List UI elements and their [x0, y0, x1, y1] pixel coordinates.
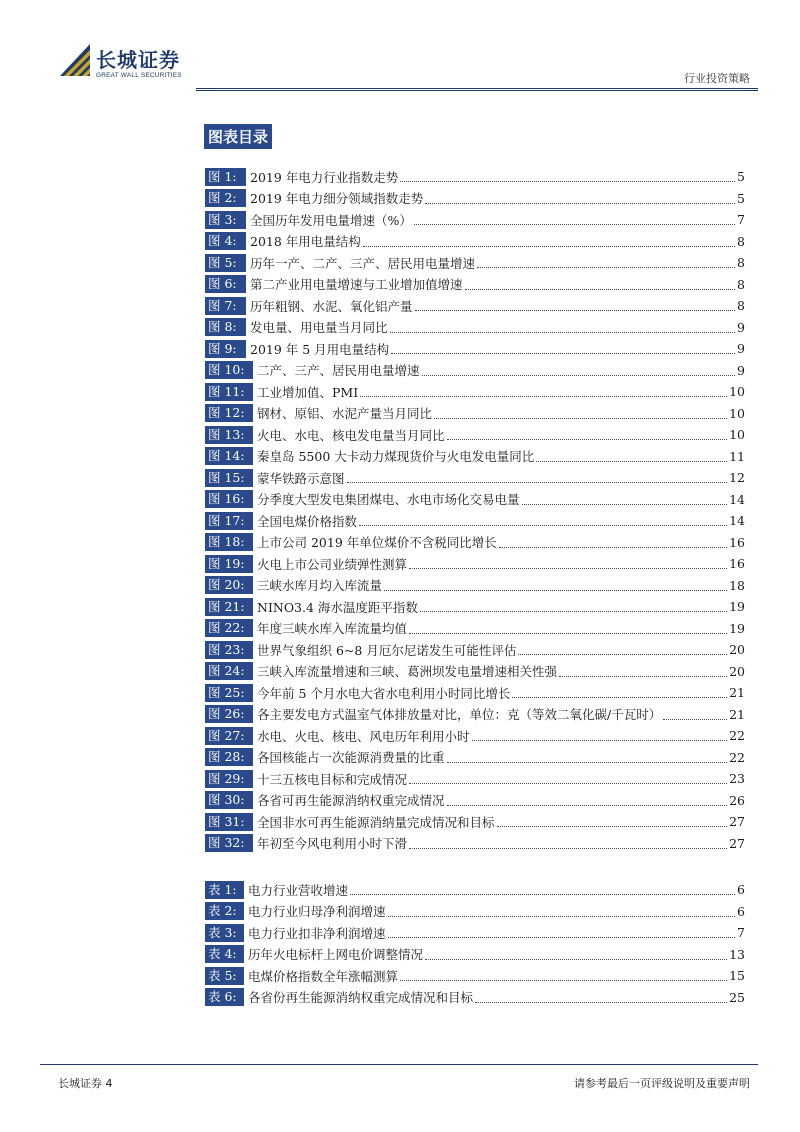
figure-title: 历年一产、二产、三产、居民用电量增速 [246, 254, 475, 272]
figure-entry[interactable] [205, 682, 745, 704]
dot-leader [477, 257, 735, 268]
figure-page-number: 27 [729, 814, 745, 830]
figure-entry[interactable] [205, 166, 745, 188]
figure-entry[interactable] [205, 532, 745, 554]
figure-number-tag: 图 13: [205, 426, 253, 444]
figure-entry[interactable] [205, 446, 745, 468]
dot-leader [518, 644, 727, 655]
figure-entry[interactable] [205, 381, 745, 403]
figure-number-tag: 图 16: [205, 490, 253, 508]
figure-entry[interactable] [205, 811, 745, 833]
figure-title: 年度三峡水库入库流量均值 [253, 619, 407, 637]
table-page-number: 25 [729, 989, 745, 1005]
figure-page-number: 10 [729, 384, 745, 400]
figure-page-number: 19 [729, 620, 745, 636]
figure-number-tag: 图 24: [205, 662, 253, 680]
dot-leader [415, 300, 736, 311]
dot-leader [425, 193, 735, 204]
figure-title: 各主要发电方式温室气体排放量对比，单位：克（等效二氧化碳/千瓦时） [253, 705, 661, 723]
figure-entry[interactable] [205, 768, 745, 790]
dot-leader [388, 906, 736, 917]
figure-number-tag: 图 25: [205, 684, 253, 702]
figure-page-number: 18 [729, 577, 745, 593]
figure-number-tag: 图 18: [205, 533, 253, 551]
figure-page-number: 8 [737, 233, 745, 249]
figure-list [205, 166, 745, 854]
figure-page-number: 9 [737, 319, 745, 335]
dot-leader [422, 365, 736, 376]
figure-page-number: 8 [737, 298, 745, 314]
table-title: 历年火电标杆上网电价调整情况 [244, 945, 423, 963]
dot-leader [475, 992, 727, 1003]
figure-title: 二产、三产、居民用电量增速 [253, 361, 420, 379]
figure-number-tag: 图 32: [205, 834, 253, 852]
figure-number-tag: 图 5: [205, 254, 246, 272]
table-entry[interactable] [205, 922, 745, 944]
company-logo [58, 42, 188, 86]
figure-number-tag: 图 22: [205, 619, 253, 637]
figure-number-tag: 图 7: [205, 297, 246, 315]
dot-leader [447, 429, 728, 440]
figure-page-number: 10 [729, 405, 745, 421]
dot-leader [347, 472, 728, 483]
figure-page-number: 22 [729, 728, 745, 744]
figure-entry[interactable] [205, 639, 745, 661]
figure-page-number: 16 [729, 534, 745, 550]
dot-leader [465, 279, 736, 290]
figure-number-tag: 图 23: [205, 641, 253, 659]
figure-entry[interactable] [205, 252, 745, 274]
table-page-number: 6 [737, 903, 745, 919]
figure-title: 2018 年用电量结构 [246, 232, 361, 250]
figure-number-tag: 图 20: [205, 576, 253, 594]
figure-number-tag: 图 11: [205, 383, 253, 401]
figure-page-number: 21 [729, 706, 745, 722]
figure-title: 分季度大型发电集团煤电、水电市场化交易电量 [253, 490, 520, 508]
dot-leader [350, 884, 735, 895]
dot-leader [400, 970, 727, 981]
dot-leader [447, 795, 728, 806]
dot-leader [425, 949, 727, 960]
figure-entry[interactable] [205, 489, 745, 511]
table-entry[interactable] [205, 879, 745, 901]
figure-entry[interactable] [205, 424, 745, 446]
figure-page-number: 26 [729, 792, 745, 808]
figure-number-tag: 图 12: [205, 404, 253, 422]
table-number-tag: 表 6: [205, 988, 244, 1006]
table-entry[interactable] [205, 965, 745, 987]
figure-title: 火电、水电、核电发电量当月同比 [253, 426, 445, 444]
figure-title: 2019 年 5 月用电量结构 [246, 340, 389, 358]
figure-number-tag: 图 19: [205, 555, 253, 573]
figure-title: 上市公司 2019 年单位煤价不含税同比增长 [253, 533, 497, 551]
table-title: 各省份再生能源消纳权重完成情况和目标 [244, 988, 473, 1006]
dot-leader [391, 343, 735, 354]
logo-english-name: GREAT WALL SECURITIES [96, 72, 182, 79]
figure-page-number: 16 [729, 556, 745, 572]
table-list [205, 879, 745, 1008]
figure-page-number: 5 [737, 169, 745, 185]
document-type: 行业投资策略 [684, 72, 750, 85]
figure-number-tag: 图 31: [205, 813, 253, 831]
figure-title: 第二产业用电量增速与工业增加值增速 [246, 275, 463, 293]
figure-page-number: 8 [737, 276, 745, 292]
figure-number-tag: 图 9: [205, 340, 246, 358]
figure-title: NINO3.4 海水温度距平指数 [253, 598, 418, 616]
footer-page-label: 长城证券 4 [58, 1077, 113, 1090]
figure-entry[interactable] [205, 553, 745, 575]
logo-chinese-name: 长城证券 [96, 48, 180, 72]
figure-entry[interactable] [205, 833, 745, 855]
dot-leader [409, 558, 727, 569]
figure-title: 十三五核电目标和完成情况 [253, 770, 407, 788]
figure-page-number: 9 [737, 341, 745, 357]
header-rule-secondary [196, 90, 758, 91]
figure-entry[interactable] [205, 403, 745, 425]
figure-title: 工业增加值、PMI [253, 383, 358, 401]
figure-page-number: 9 [737, 362, 745, 378]
figure-title: 世界气象组织 6~8 月厄尔尼诺发生可能性评估 [253, 641, 516, 659]
figure-number-tag: 图 21: [205, 598, 253, 616]
figure-page-number: 23 [729, 771, 745, 787]
figure-page-number: 27 [729, 835, 745, 851]
footer-disclaimer: 请参考最后一页评级说明及重要声明 [574, 1077, 750, 1090]
dot-leader [472, 730, 728, 741]
figure-entry[interactable] [205, 295, 745, 317]
figure-number-tag: 图 2: [205, 189, 246, 207]
figure-number-tag: 图 3: [205, 211, 246, 229]
figure-title: 全国历年发用电量增速（%） [246, 211, 412, 229]
dot-leader [388, 927, 736, 938]
figure-title: 全国电煤价格指数 [253, 512, 357, 530]
figure-number-tag: 图 28: [205, 748, 253, 766]
header-rule [196, 88, 758, 89]
figure-entry[interactable] [205, 575, 745, 597]
figure-page-number: 5 [737, 190, 745, 206]
figure-title: 2019 年电力细分领域指数走势 [246, 189, 423, 207]
table-number-tag: 表 5: [205, 967, 244, 985]
dot-leader [497, 816, 728, 827]
figure-title: 水电、火电、核电、风电历年利用小时 [253, 727, 470, 745]
table-title: 电力行业营收增速 [244, 881, 348, 899]
figure-entry[interactable] [205, 209, 745, 231]
table-page-number: 15 [729, 968, 745, 984]
figure-number-tag: 图 4: [205, 232, 246, 250]
dot-leader [409, 838, 727, 849]
table-page-number: 7 [737, 925, 745, 941]
figure-title: 历年粗钢、水泥、氧化铝产量 [246, 297, 413, 315]
figure-page-number: 10 [729, 427, 745, 443]
dot-leader [384, 580, 727, 591]
figure-title: 蒙华铁路示意图 [253, 469, 345, 487]
figure-entry[interactable] [205, 231, 745, 253]
figure-number-tag: 图 6: [205, 275, 246, 293]
dot-leader [499, 537, 727, 548]
table-number-tag: 表 2: [205, 902, 244, 920]
figure-title: 三峡入库流量增速和三峡、葛洲坝发电量增速相关性强 [253, 662, 557, 680]
figure-page-number: 12 [729, 470, 745, 486]
figure-title: 今年前 5 个月水电大省水电利用小时同比增长 [253, 684, 510, 702]
table-number-tag: 表 1: [205, 881, 244, 899]
figure-title: 三峡水库月均入库流量 [253, 576, 382, 594]
table-entry[interactable] [205, 987, 745, 1009]
figure-entry[interactable] [205, 510, 745, 532]
figure-page-number: 22 [729, 749, 745, 765]
figure-entry[interactable] [205, 188, 745, 210]
dot-leader [409, 773, 727, 784]
figure-title: 火电上市公司业绩弹性测算 [253, 555, 407, 573]
figure-number-tag: 图 10: [205, 361, 253, 379]
table-entry[interactable] [205, 944, 745, 966]
figure-page-number: 21 [729, 685, 745, 701]
figure-number-tag: 图 14: [205, 447, 253, 465]
figure-entry[interactable] [205, 725, 745, 747]
figure-title: 年初至今风电利用小时下滑 [253, 834, 407, 852]
figure-number-tag: 图 26: [205, 705, 253, 723]
figure-page-number: 20 [729, 663, 745, 679]
dot-leader [360, 386, 727, 397]
figure-entry[interactable] [205, 338, 745, 360]
dot-leader [363, 236, 735, 247]
figure-page-number: 8 [737, 255, 745, 271]
figure-title: 秦皇岛 5500 大卡动力煤现货价与火电发电量同比 [253, 447, 534, 465]
figure-entry[interactable] [205, 317, 745, 339]
figure-title: 钢材、原铝、水泥产量当月同比 [253, 404, 432, 422]
figure-entry[interactable] [205, 274, 745, 296]
table-page-number: 6 [737, 882, 745, 898]
figure-entry[interactable] [205, 596, 745, 618]
figure-entry[interactable] [205, 360, 745, 382]
figure-number-tag: 图 29: [205, 770, 253, 788]
dot-leader [414, 214, 735, 225]
figure-entry[interactable] [205, 790, 745, 812]
table-number-tag: 表 3: [205, 924, 244, 942]
table-title: 电力行业归母净利润增速 [244, 902, 386, 920]
table-entry[interactable] [205, 901, 745, 923]
figure-page-number: 14 [729, 513, 745, 529]
dot-leader [512, 687, 727, 698]
dot-leader [536, 451, 727, 462]
dot-leader [559, 666, 727, 677]
figure-page-number: 19 [729, 599, 745, 615]
figure-number-tag: 图 8: [205, 318, 246, 336]
dot-leader [400, 171, 735, 182]
figure-page-number: 7 [737, 212, 745, 228]
dot-leader [409, 623, 727, 634]
figure-entry[interactable] [205, 467, 745, 489]
figure-title: 各省可再生能源消纳权重完成情况 [253, 791, 445, 809]
figure-number-tag: 图 17: [205, 512, 253, 530]
dot-leader [522, 494, 728, 505]
dot-leader [390, 322, 736, 333]
figure-title: 全国非水可再生能源消纳量完成情况和目标 [253, 813, 495, 831]
dot-leader [447, 752, 728, 763]
logo-mark-icon [58, 42, 92, 78]
figure-page-number: 14 [729, 491, 745, 507]
table-title: 电煤价格指数全年涨幅测算 [244, 967, 398, 985]
figure-number-tag: 图 27: [205, 727, 253, 745]
table-title: 电力行业扣非净利润增速 [244, 924, 386, 942]
figure-entry[interactable] [205, 704, 745, 726]
dot-leader [663, 709, 727, 720]
figure-number-tag: 图 30: [205, 791, 253, 809]
figure-page-number: 20 [729, 642, 745, 658]
dot-leader [359, 515, 727, 526]
footer-rule [40, 1064, 758, 1065]
dot-leader [434, 408, 727, 419]
figure-number-tag: 图 1: [205, 168, 246, 186]
dot-leader [420, 601, 727, 612]
figure-page-number: 11 [729, 448, 745, 464]
figure-entry[interactable] [205, 618, 745, 640]
section-title: 图表目录 [204, 124, 272, 149]
figure-title: 发电量、用电量当月同比 [246, 318, 388, 336]
table-page-number: 13 [729, 946, 745, 962]
figure-title: 2019 年电力行业指数走势 [246, 168, 398, 186]
figure-title: 各国核能占一次能源消费量的比重 [253, 748, 445, 766]
figure-number-tag: 图 15: [205, 469, 253, 487]
table-number-tag: 表 4: [205, 945, 244, 963]
figure-entry[interactable] [205, 747, 745, 769]
figure-entry[interactable] [205, 661, 745, 683]
